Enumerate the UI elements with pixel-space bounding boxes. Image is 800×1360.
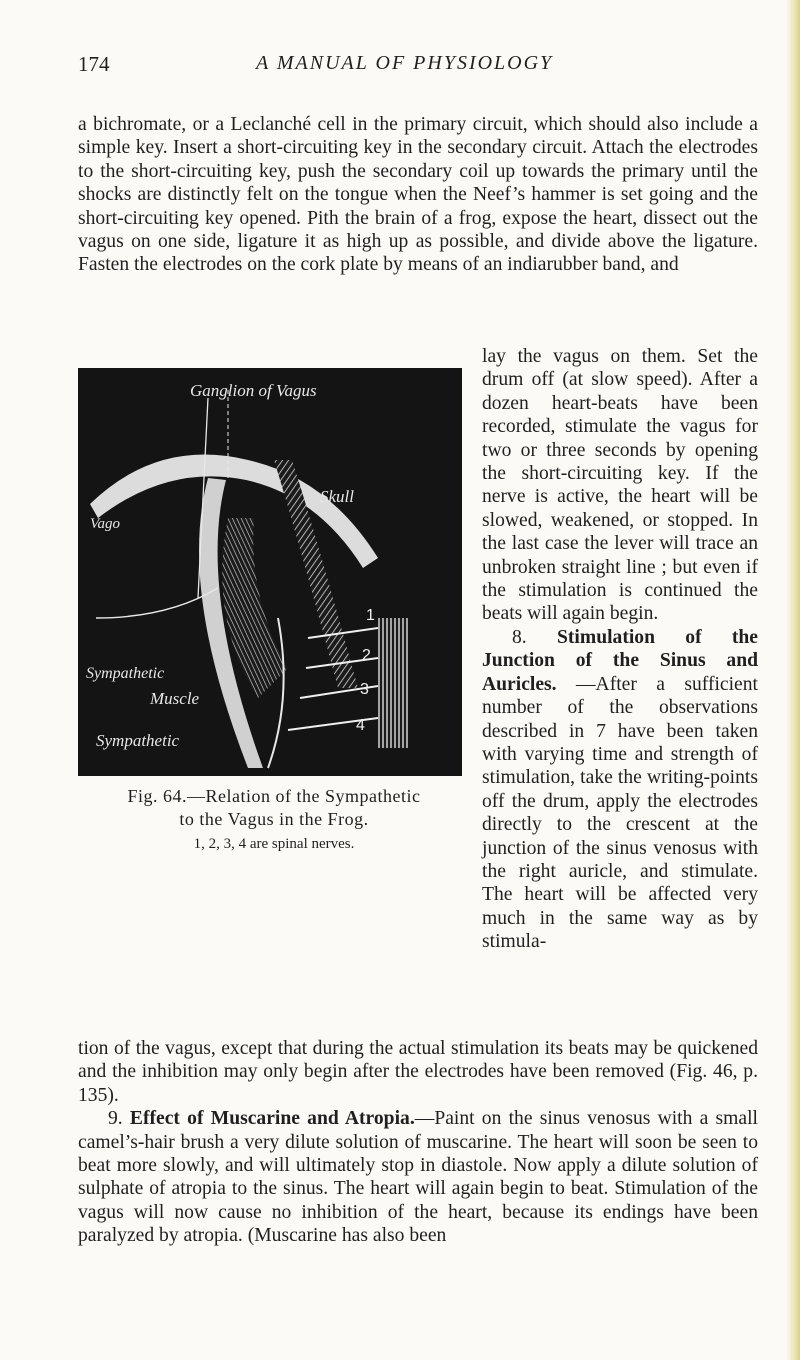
page-number: 174 xyxy=(78,52,110,76)
section-9-body: Paint on the sinus venosus with a small camel’s-hair brush a very dilute solution of muscarine. The heart will soon be seen to beat more slowly, and will ultimately stop in diastole. Now apply a dilute solution of sulphate of atropia to the sinus. The heart will again begin to beat. Stimulation of the vagus will now cause no inhibition of the heart, because its endings have been paralyzed by atropia. (Muscarine has also been xyxy=(78,1108,758,1247)
paragraphs-bottom xyxy=(78,1037,758,1248)
section-8 xyxy=(482,626,758,954)
bottom-continuation: tion of the vagus, except that during the actual stimulation its beats may be quickened and the inhibition may only begin after the electrodes have been removed (Fig. 46, p. 135). xyxy=(78,1038,758,1106)
section-9 xyxy=(78,1107,758,1247)
section-8-body: After a sufficient number of the observations described in 7 have been taken with varying time and strength of stimulation, take the writing-points off the drum, apply the electrodes directly to the crescent at the junction of the sinus venosus with the right auricle, and stimulate. The heart will be affected very much in the same way as by stimula- xyxy=(482,673,758,953)
section-9-heading: Effect of Muscarine and Atropia. xyxy=(129,1108,415,1130)
label-muscle: Muscle xyxy=(150,689,200,708)
label-vago: Vago xyxy=(90,516,120,532)
caption-sub: 1, 2, 3, 4 are spinal nerves. xyxy=(193,836,355,852)
section-8-heading: Stimulation of the Junction of the Sinus and Auricles. xyxy=(482,626,758,695)
section-9-number: 9. xyxy=(108,1108,123,1130)
label-ganglion: Ganglion of Vagus xyxy=(190,381,317,400)
paragraph-top: a bichromate, or a Leclanché cell in the primary circuit, which should also include a simple key. Insert a short-circuiting key in the secondary circuit. Attach the electrodes to the short-circuiting key, push the secondary coil up towards the primary until the shocks are distinctly felt on the tongue when the Neef’s hammer is set going and the short-circuiting key opened. Pith the brain of a frog, expose the heart, dissect out the vagus on one side, ligature it as high up as possible, and divide above the ligature. Fasten the electrodes on the cork plate by means of an indiarubber band, and xyxy=(78,114,758,276)
label-nerve-4: 4 xyxy=(356,717,365,734)
caption-line-2: to the Vagus in the Frog. xyxy=(179,809,369,829)
page-edge xyxy=(786,0,800,1360)
figure-caption xyxy=(78,785,470,856)
spinal-column xyxy=(378,618,408,748)
label-sympathetic: Sympathetic xyxy=(96,731,180,750)
side-column-continuation: lay the vagus on them. Set the drum off (at slow speed). After a dozen heart-beats have been recorded, stimulate the vagus for two or three seconds by opening the short-circuiting key. If the nerve is active, the heart will be slowed, weakened, or stopped. In the last case the lever will trace an unbroken straight line ; but even if the stimulation is continued the beats will again begin. xyxy=(482,346,758,625)
page-header xyxy=(78,52,738,82)
caption-line-1: Fig. 64.—Relation of the Sympathetic xyxy=(127,786,421,806)
running-title: A MANUAL OF PHYSIOLOGY xyxy=(256,52,554,74)
section-8-dash: — xyxy=(556,673,596,695)
label-nerve-3: 3 xyxy=(360,681,369,698)
figure-illustration xyxy=(78,368,462,776)
label-nerve-2: 2 xyxy=(362,647,371,664)
label-nerve-1: 1 xyxy=(366,607,375,624)
label-skull: Skull xyxy=(320,487,354,506)
section-9-dash: — xyxy=(414,1108,435,1130)
label-sympathetic-left: Sympathetic xyxy=(86,665,165,682)
section-8-number: 8. xyxy=(512,626,527,648)
side-column xyxy=(482,345,758,954)
figure-64 xyxy=(78,368,462,776)
